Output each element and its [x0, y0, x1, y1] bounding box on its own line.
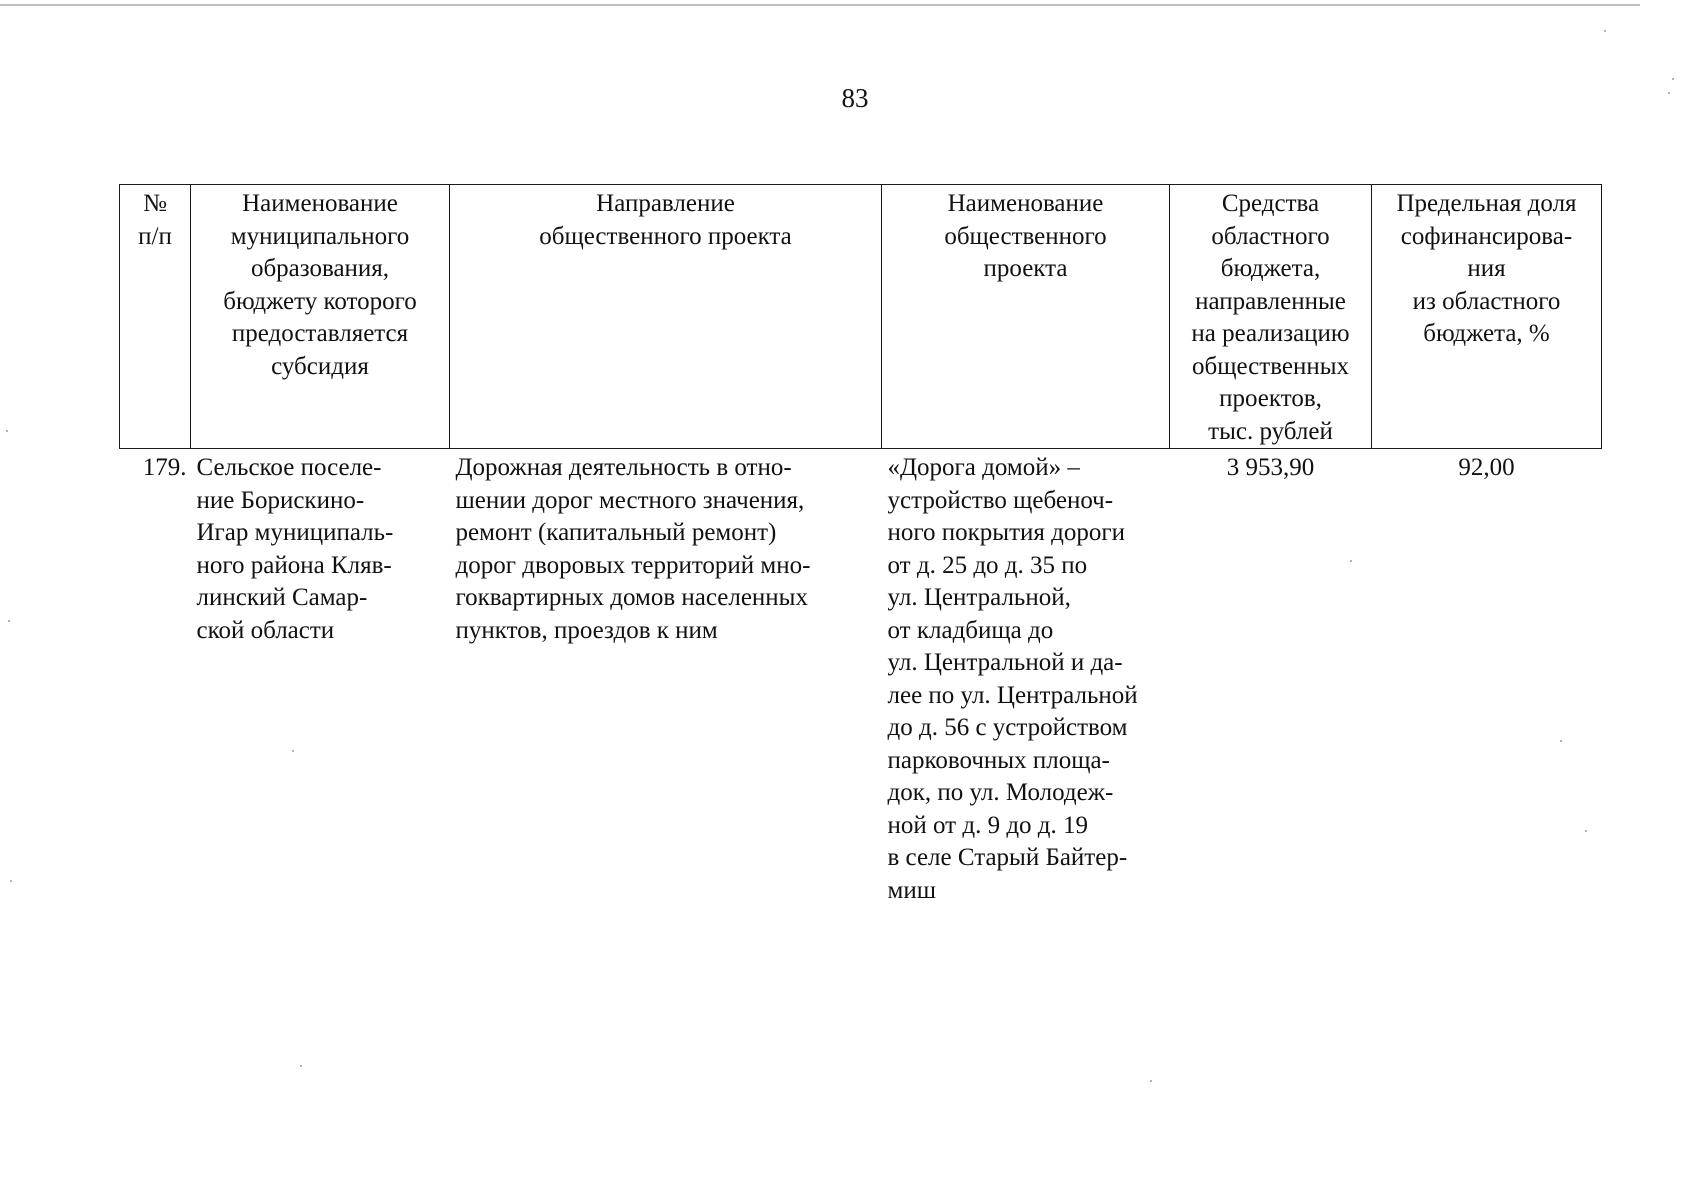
scan-speck — [10, 880, 12, 882]
scan-speck — [1560, 740, 1562, 742]
table-row — [120, 449, 1602, 908]
subsidy-table — [119, 184, 1602, 907]
page-number: 83 — [841, 83, 869, 113]
scan-speck — [300, 1065, 302, 1067]
scan-speck — [1604, 30, 1606, 32]
header-municipality-text: Наименование муниципального образования, бюджету которого предоставляется субсидия — [223, 190, 417, 380]
scan-speck — [292, 750, 294, 752]
table-header-row — [120, 185, 1602, 449]
header-number — [120, 185, 191, 449]
header-funds — [1170, 185, 1372, 449]
scan-speck — [1672, 78, 1674, 80]
row-municipality: Сельское поселе- ние Борискино- Игар муниципаль- ного района Кляв- линский Самар- ской области — [196, 454, 394, 644]
row-funds: 3 953,90 — [1226, 454, 1315, 481]
header-share — [1372, 185, 1602, 449]
header-share-text: Предельная доля софинансирова- ния из областного бюджета, % — [1396, 190, 1577, 347]
scan-speck — [1150, 1080, 1152, 1082]
header-direction — [450, 185, 882, 449]
row-share: 92,00 — [1458, 454, 1515, 481]
header-project-text: Наименование общественного проекта — [944, 190, 1107, 282]
scan-speck — [8, 620, 10, 622]
header-number-text: № п/п — [138, 190, 172, 250]
row-direction: Дорожная деятельность в отно- шении дорог местного значения, ремонт (капитальный ремонт) дорог дворовых территорий мно- гоквартирных домов населенных пунктов, проездов к ним — [455, 454, 811, 644]
scan-speck — [1350, 560, 1352, 562]
row-project: «Дорога домой» – устройство щебеноч- ного покрытия дороги от д. 25 до д. 35 по ул. Центральной, от кладбища до ул. Центральной и да- лее по ул. Центральной до д. 56 с устройством парковочных площа- док, по ул. Молодеж- ной от д. 9 до д. 19 в селе Старый Байтер- миш — [887, 454, 1138, 904]
row-number: 179. — [142, 454, 187, 481]
scan-speck — [1668, 92, 1670, 94]
top-scan-rule — [0, 4, 1640, 6]
header-direction-text: Направление общественного проекта — [539, 190, 792, 250]
header-project — [882, 185, 1170, 449]
scan-speck — [1585, 830, 1587, 832]
header-municipality — [191, 185, 450, 449]
header-funds-text: Средства областного бюджета, направленные на реализацию общественных проектов, тыс. рублей — [1191, 190, 1350, 445]
scan-speck — [6, 430, 8, 432]
